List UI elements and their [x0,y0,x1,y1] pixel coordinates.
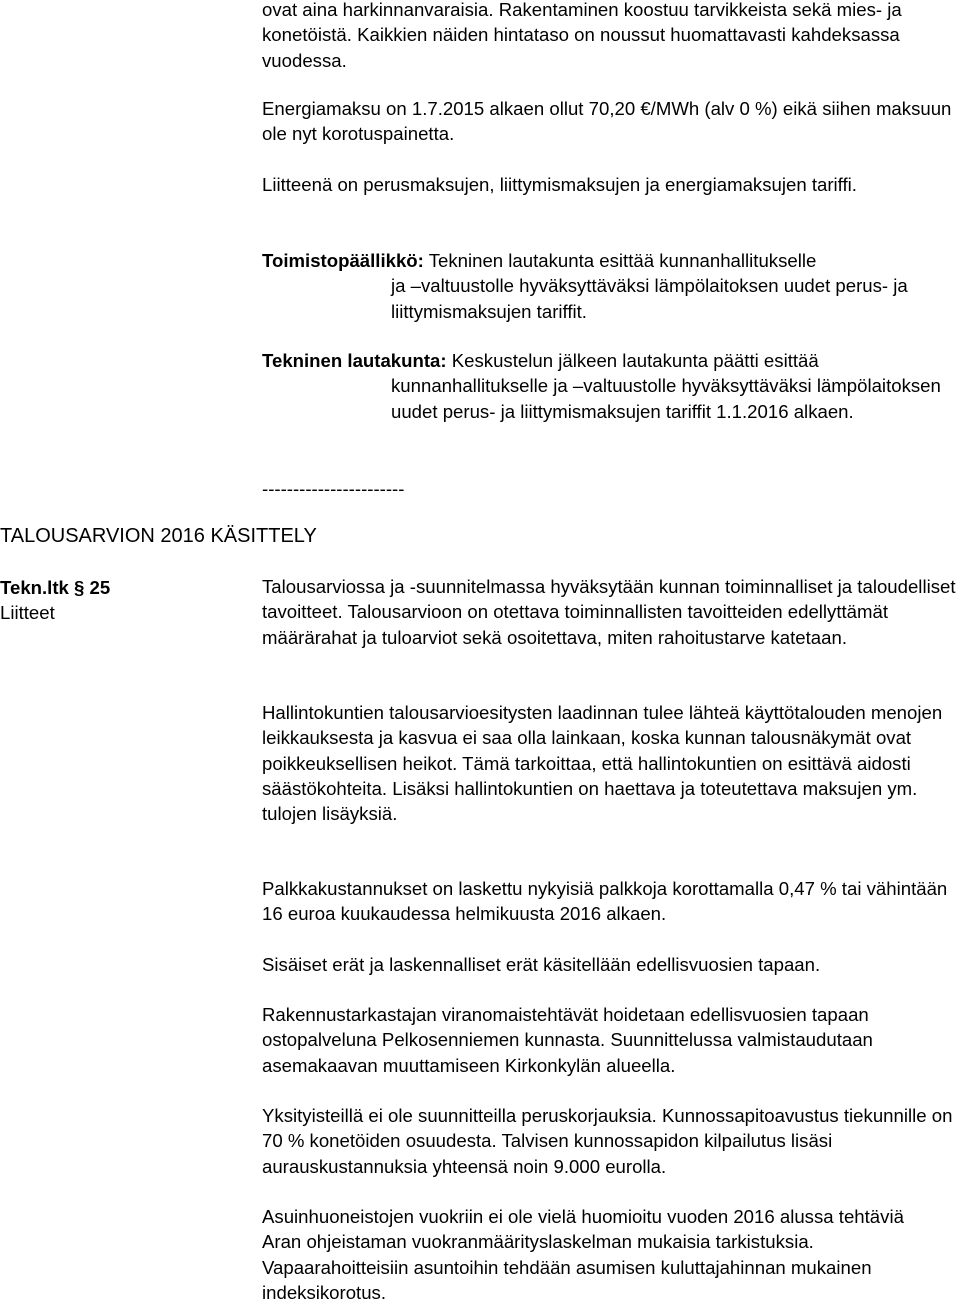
decision-label: Tekninen lautakunta: [262,350,447,371]
proposal-first-line: Tekninen lautakunta esittää kunnanhallitukselle [423,250,817,271]
proposal-label: Toimistopäällikkö: [262,250,424,271]
attachments-label: Liitteet [0,602,55,623]
paragraph-budget-cuts: Hallintokuntien talousarvioesitysten laadinnan tulee lähteä käyttötalouden menojen leikkauksesta ja kasvua ei saa olla lainkaan, koska kunnan talousnäkymät ovat poikkeuksellisen heikot. Tämä tarkoittaa, että hallintokuntien on esittävä aidosti säästökohteita. Lisäksi hallintokuntien on haettava ja toteutettava maksujen ym. tulojen lisäyksiä. [262,702,943,825]
paragraph-energy-fee: Energiamaksu on 1.7.2015 alkaen ollut 70,20 €/MWh (alv 0 %) eikä siihen maksuun ole nyt korotuspainetta. [262,98,952,145]
proposal-text: ja –valtuustolle hyväksyttäväksi lämpölaitoksen uudet perus- ja liittymismaksujen tariffit. [391,275,908,322]
separator-line: ----------------------- [262,478,405,499]
decision-text: kunnanhallitukselle ja –valtuustolle hyväksyttäväksi lämpölaitoksen uudet perus- ja liittymismaksujen tariffit 1.1.2016 alkaen. [391,375,941,422]
paragraph-internal-items: Sisäiset erät ja laskennalliset erät käsitellään edellisvuosien tapaan. [262,954,821,975]
paragraph-private-roads: Yksityisteillä ei ole suunnitteilla peruskorjauksia. Kunnossapitoavustus tiekunnille on 70 % konetöiden osuudesta. Talvisen kunnossapidon kilpailutus lisäsi aurauskustannuksia yhteensä noin 9.000 eurolla. [262,1105,953,1177]
paragraph-salary-costs: Palkkakustannukset on laskettu nykyisiä palkkoja korottamalla 0,47 % tai vähintään 16 euroa kuukaudessa helmikuusta 2016 alkaen. [262,878,948,925]
proposal-block [262,248,952,324]
paragraph-budget-goals: Talousarviossa ja -suunnitelmassa hyväksytään kunnan toiminnalliset ja taloudelliset tavoitteet. Talousarvioon on otettava toiminnallisten tavoitteiden edellyttämät määrärahat ja tuloarviot sekä osoitettava, miten rahoitustarve katetaan. [262,576,956,648]
paragraph-rents: Asuinhuoneistojen vuokriin ei ole vielä huomioitu vuoden 2016 alussa tehtäviä Aran ohjeistaman vuokranmäärityslaskelman mukaisia tarkistuksia. Vapaarahoitteisiin asuntoihin tehdään asumisen kuluttajahinnan mukainen indeksikorotus. [262,1206,904,1303]
decision-first-line: Keskustelun jälkeen lautakunta päätti esittää [446,350,819,371]
section-heading: TALOUSARVION 2016 KÄSITTELY [0,525,317,547]
paragraph-building-inspector: Rakennustarkastajan viranomaistehtävät hoidetaan edellisvuosien tapaan ostopalveluna Pelkosenniemen kunnasta. Suunnittelussa valmistaudutaan asemakaavan muuttamiseen Kirkonkylän alueella. [262,1004,873,1076]
decision-block [262,348,952,424]
paragraph-attachment-note: Liitteenä on perusmaksujen, liittymismaksujen ja energiamaksujen tariffi. [262,174,857,195]
item-reference: Tekn.ltk § 25 [0,577,111,598]
paragraph-building-costs: ovat aina harkinnanvaraisia. Rakentaminen koostuu tarvikkeista sekä mies- ja konetöistä. Kaikkien näiden hintataso on noussut huomattavasti kahdeksassa vuodessa. [262,0,902,71]
